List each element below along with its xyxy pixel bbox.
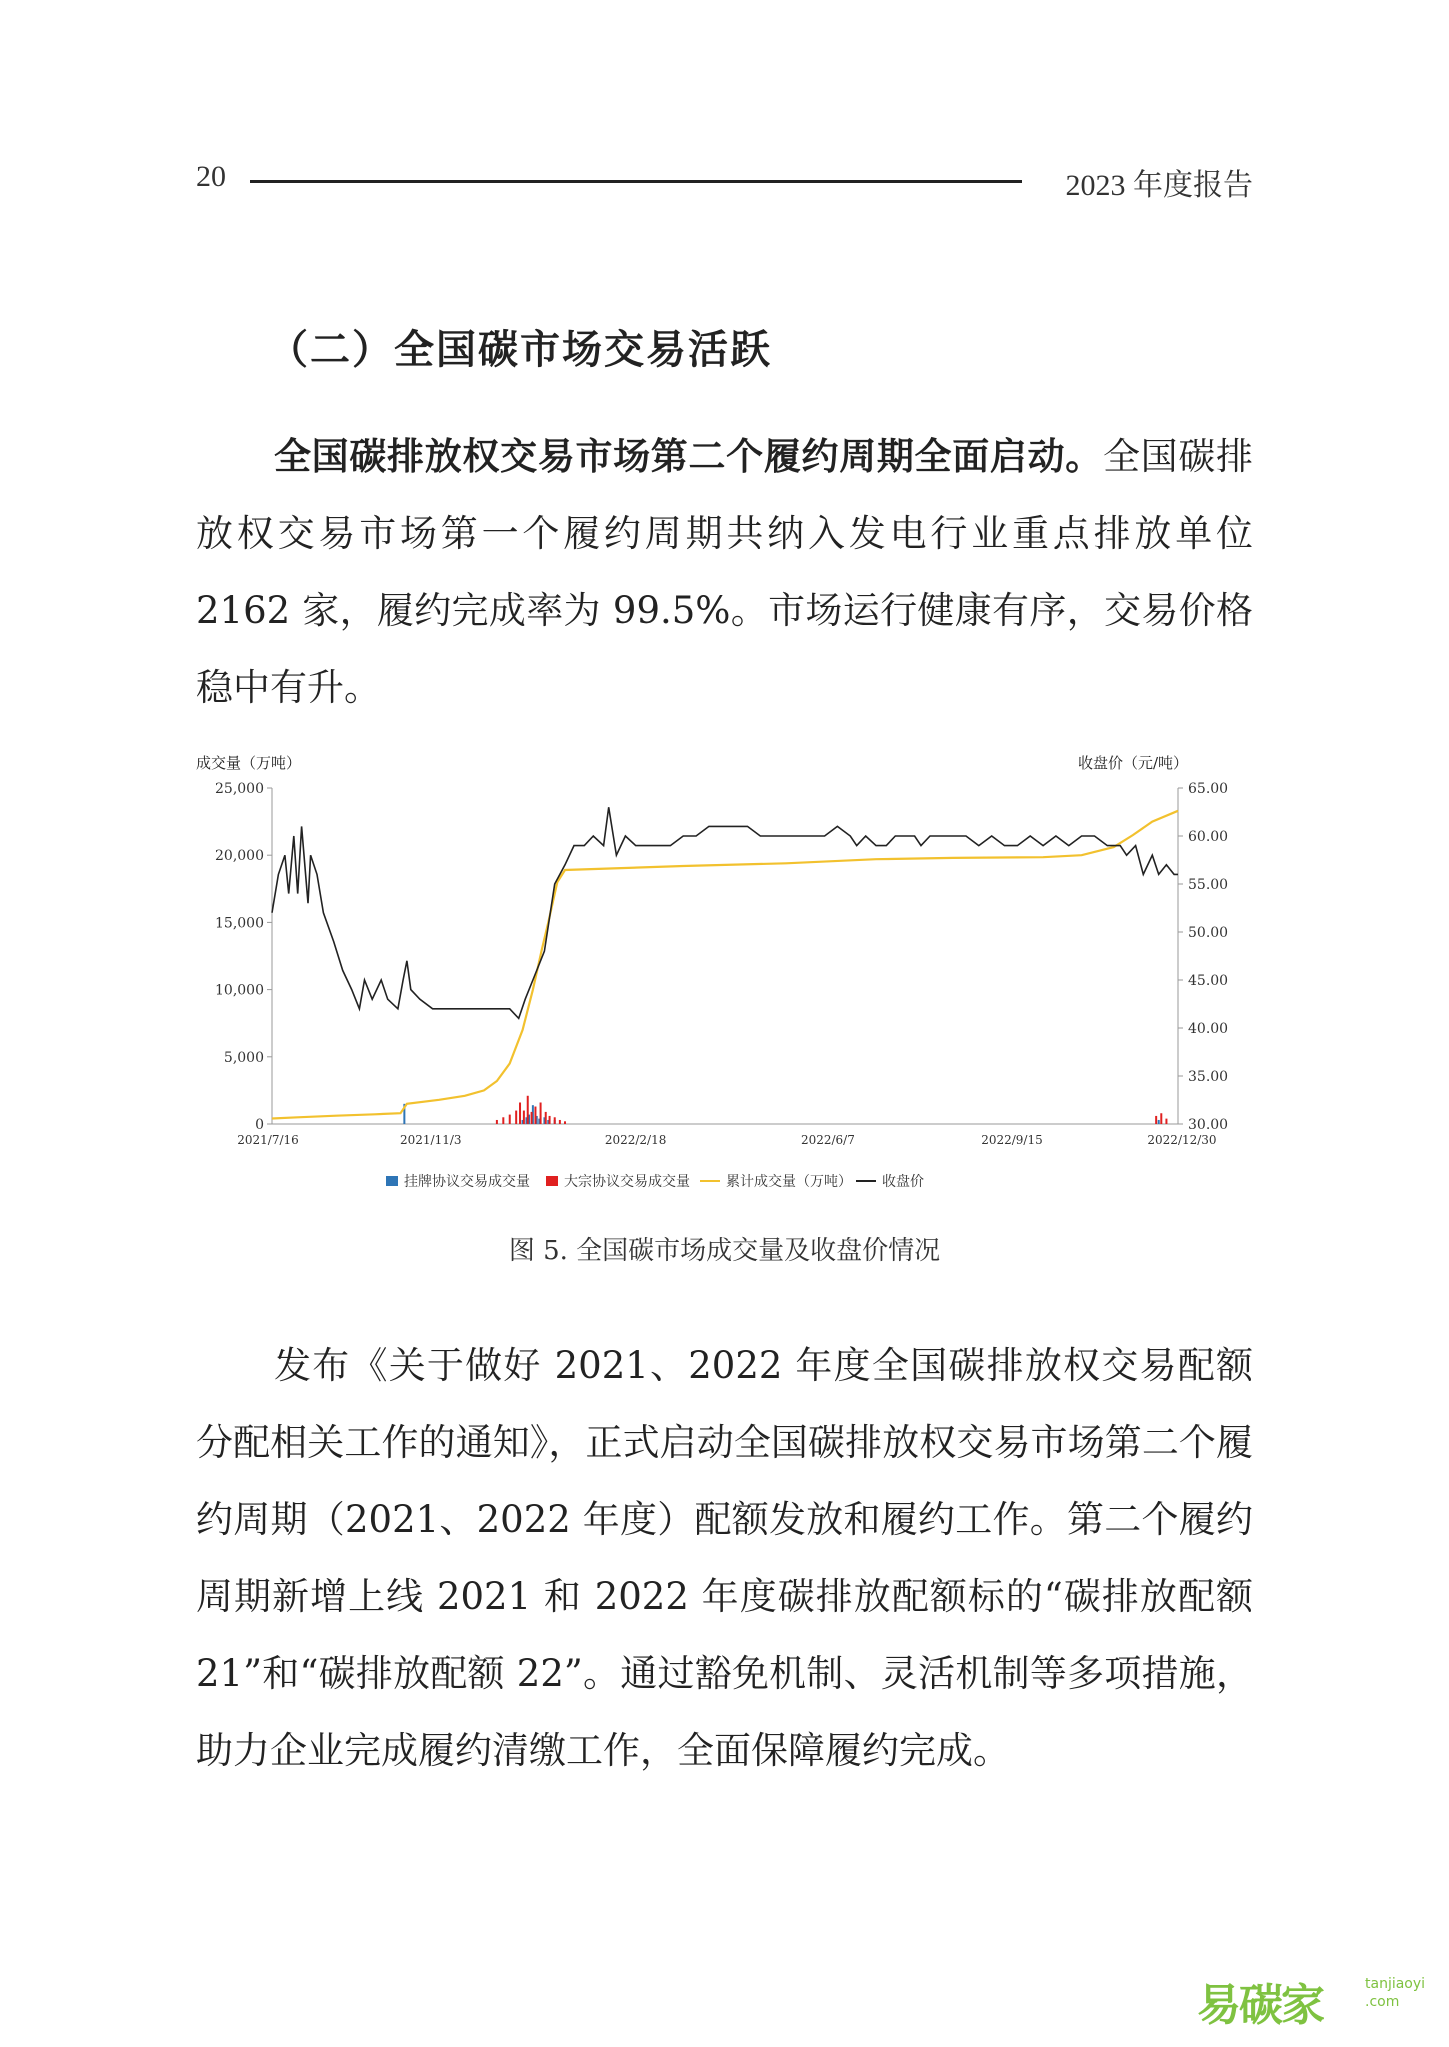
header-rule <box>250 180 1022 183</box>
block-volume-bar <box>559 1120 561 1124</box>
right-tick-label: 50.00 <box>1188 925 1229 941</box>
left-tick-label: 25,000 <box>215 781 264 797</box>
legend-swatch <box>386 1176 398 1186</box>
block-volume-bar <box>523 1111 525 1124</box>
block-volume-bar <box>545 1112 547 1124</box>
page-number: 20 <box>196 160 226 193</box>
legend-label: 累计成交量（万吨） <box>726 1174 852 1190</box>
paragraph-2: 发布《关于做好 2021、2022 年度全国碳排放权交易配额分配相关工作的通知》，正式启动全国碳排放权交易市场第二个履约周期（2021、2022 年度）配额发放和履约工作。第二个履约周期新增上线 2021 和 2022 年度碳排放配额标的“碳排放配额 21”和“碳排放配额 22”。通过豁免机制、灵活机制等多项措施，助力企业完成履约清缴工作，全面保障履约完成。 <box>196 1344 1253 1772</box>
x-tick-label: 2021/7/16 <box>237 1133 299 1147</box>
section-heading: （二）全国碳市场交易活跃 <box>268 327 772 373</box>
legend-label: 大宗协议交易成交量 <box>564 1174 690 1190</box>
right-tick-label: 35.00 <box>1188 1069 1229 1085</box>
block-volume-bar <box>534 1107 536 1124</box>
block-volume-bar <box>1155 1116 1157 1124</box>
left-tick-label: 5,000 <box>223 1049 264 1066</box>
x-tick-label: 2022/2/18 <box>604 1133 667 1147</box>
watermark-logo-text: 易碳家 <box>1197 1980 1323 2031</box>
right-axis-title: 收盘价（元/吨） <box>1077 754 1188 772</box>
watermark-site-name: tanjiaoyi <box>1365 1976 1426 1992</box>
block-volume-bar <box>1165 1119 1167 1124</box>
x-tick-label: 2022/9/15 <box>981 1133 1043 1147</box>
report-title: 2023 年度报告 <box>1065 169 1253 202</box>
watermark-site-tld: .com <box>1365 1994 1400 2010</box>
watermark-logo <box>1197 1965 1427 2031</box>
paragraph-1-lead: 全国碳排放权交易市场第二个履约周期全面启动。 <box>274 435 1103 478</box>
paragraph-1 <box>196 418 1253 726</box>
close-price-line <box>272 807 1178 1018</box>
block-volume-bar <box>527 1096 529 1124</box>
block-volume-bar <box>540 1102 542 1124</box>
legend-label: 挂牌协议交易成交量 <box>404 1174 530 1190</box>
right-tick-label: 60.00 <box>1188 829 1229 845</box>
block-volume-bar <box>509 1115 511 1124</box>
x-tick-label: 2022/6/7 <box>800 1133 855 1147</box>
block-volume-bar <box>554 1117 556 1124</box>
block-volume-bar <box>564 1121 566 1124</box>
block-volume-bar <box>519 1102 521 1124</box>
listed-volume-bar <box>1158 1120 1160 1124</box>
right-tick-label: 30.00 <box>1188 1117 1229 1133</box>
block-volume-bar <box>549 1116 551 1124</box>
left-tick-label: 10,000 <box>215 982 264 999</box>
block-volume-bar <box>1160 1113 1162 1124</box>
paragraph-1-text: 全国碳排放权交易市场第一个履约周期共纳入发电行业重点排放单位 2162 家，履约完成率为 99.5%。市场运行健康有序，交易价格稳中有升。 <box>196 435 1254 709</box>
right-tick-label: 45.00 <box>1188 973 1229 989</box>
left-tick-label: 20,000 <box>215 848 264 865</box>
right-tick-label: 40.00 <box>1188 1021 1229 1037</box>
x-tick-label: 2022/12/30 <box>1147 1133 1217 1147</box>
block-volume-bar <box>515 1111 517 1124</box>
legend-label: 收盘价 <box>882 1174 924 1190</box>
legend-swatch <box>546 1176 558 1186</box>
left-tick-label: 15,000 <box>215 915 264 932</box>
trading-chart <box>196 748 1253 1206</box>
right-tick-label: 65.00 <box>1188 781 1229 797</box>
chart-svg <box>196 748 1253 1206</box>
x-tick-label: 2021/11/3 <box>399 1133 462 1147</box>
block-volume-bar <box>502 1117 504 1124</box>
right-tick-label: 55.00 <box>1188 877 1229 893</box>
left-tick-label: 0 <box>255 1117 264 1133</box>
block-volume-bar <box>496 1120 498 1124</box>
watermark-site <box>1365 1975 1425 2011</box>
figure-caption: 图 5. 全国碳市场成交量及收盘价情况 <box>508 1236 941 1266</box>
left-axis-title: 成交量（万吨） <box>196 754 302 772</box>
block-volume-bar <box>531 1112 533 1124</box>
